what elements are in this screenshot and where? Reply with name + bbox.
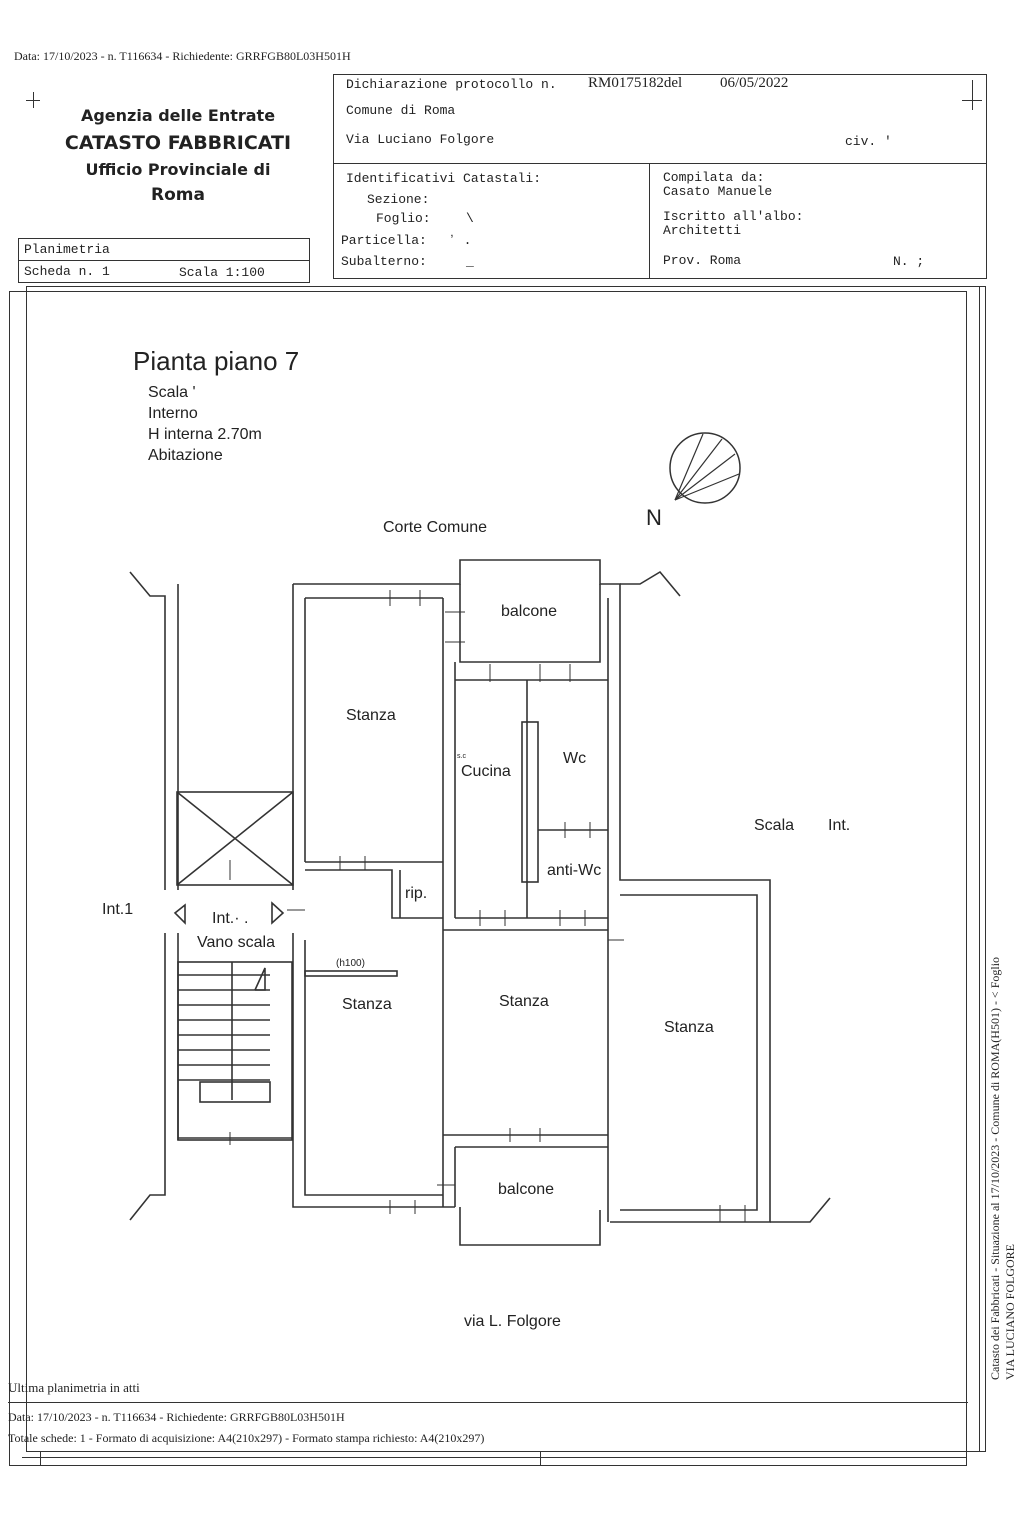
foglio-label: Foglio: (376, 211, 431, 226)
top-request-line: Data: 17/10/2023 - n. T116634 - Richiedente: GRRFGB80L03H501H (14, 49, 351, 63)
street-label: via L. Folgore (464, 1313, 561, 1330)
sc-label: s.c (457, 753, 466, 760)
sezione-label: Sezione: (367, 192, 430, 207)
ultima-planimetria: Ultima planimetria in atti (8, 1380, 140, 1395)
civ-label: civ. ' (845, 134, 892, 149)
prov-label: Prov. Roma (663, 253, 742, 268)
stanza-3-label: Stanza (499, 993, 549, 1010)
reg-mark (40, 1452, 41, 1466)
plan-uso: Abitazione (148, 447, 223, 464)
vano-scala-label: Vano scala (197, 934, 275, 951)
int-right-label: Int. (828, 817, 851, 834)
plan-interno: Interno (148, 405, 198, 422)
int-1-label: Int.1 (102, 901, 134, 918)
ufficio-city: Roma (151, 185, 205, 205)
albo-label: Iscritto all'albo: (663, 209, 804, 224)
albo-value: Architetti (663, 223, 742, 238)
footer-totale: Totale schede: 1 - Formato di acquisizione: A4(210x297) - Formato stampa richiesto: A4(210x297) (8, 1431, 485, 1445)
cucina-label: Cucina (461, 763, 511, 780)
foglio-value: \ (466, 211, 474, 226)
compilata-label: Compilata da: (663, 170, 765, 185)
footer-rule (8, 1402, 968, 1403)
protocol-label: Dichiarazione protocollo n. (346, 77, 557, 92)
protocol-date: 06/05/2022 (720, 75, 789, 91)
subalterno-label: Subalterno: (341, 254, 427, 269)
particella-label: Particella: (341, 233, 427, 248)
scala-int-label: Scala (754, 817, 795, 834)
particella-value: ʼ . (448, 233, 472, 248)
ufficio-label: Ufficio Provinciale di (85, 160, 271, 179)
side-via-line: VIA LUCIANO FOLGORE (1003, 1244, 1017, 1380)
h100-label: (h100) (336, 958, 365, 969)
balcone-bottom-label: balcone (498, 1181, 555, 1198)
north-label: N (646, 505, 662, 530)
subalterno-value: _ (466, 254, 474, 269)
int-mid-label: Int.· . (212, 910, 249, 927)
plan-h-interna: H interna 2.70m (148, 426, 262, 443)
agency-name: Agenzia delle Entrate (80, 106, 276, 125)
corte-comune-label: Corte Comune (383, 519, 488, 536)
catasto-title: CATASTO FABBRICATI (64, 132, 292, 154)
scheda-label: Scheda n. 1 (24, 264, 110, 279)
stanza-1-label: Stanza (346, 707, 396, 724)
protocol-number: RM0175182del (588, 75, 683, 91)
comune-label: Comune di Roma (346, 103, 456, 118)
footer-bottom-rule (22, 1457, 967, 1458)
plan-title: Pianta piano 7 (133, 346, 300, 376)
planimetria-label: Planimetria (24, 242, 110, 257)
stanza-4-label: Stanza (664, 1019, 714, 1036)
plan-scala: Scala ' (148, 384, 196, 401)
via-label: Via Luciano Folgore (346, 132, 495, 147)
rip-label: rip. (405, 885, 428, 902)
anti-wc-label: anti-Wc (547, 862, 602, 879)
balcone-top-label: balcone (501, 603, 558, 620)
stanza-2-label: Stanza (342, 996, 392, 1013)
albo-number: N. ; (893, 254, 925, 269)
side-catasto-line: Catasto dei Fabbricati - Situazione al 17/10/2023 - Comune di ROMA(H501) - < Foglio (988, 956, 1002, 1380)
identificativi-title: Identificativi Catastali: (346, 171, 542, 186)
footer-data-line: Data: 17/10/2023 - n. T116634 - Richiedente: GRRFGB80L03H501H (8, 1410, 345, 1424)
wc-label: Wc (563, 750, 587, 767)
scala-label: Scala 1:100 (179, 265, 265, 280)
reg-mark (540, 1452, 541, 1466)
compiler-name: Casato Manuele (663, 184, 773, 199)
